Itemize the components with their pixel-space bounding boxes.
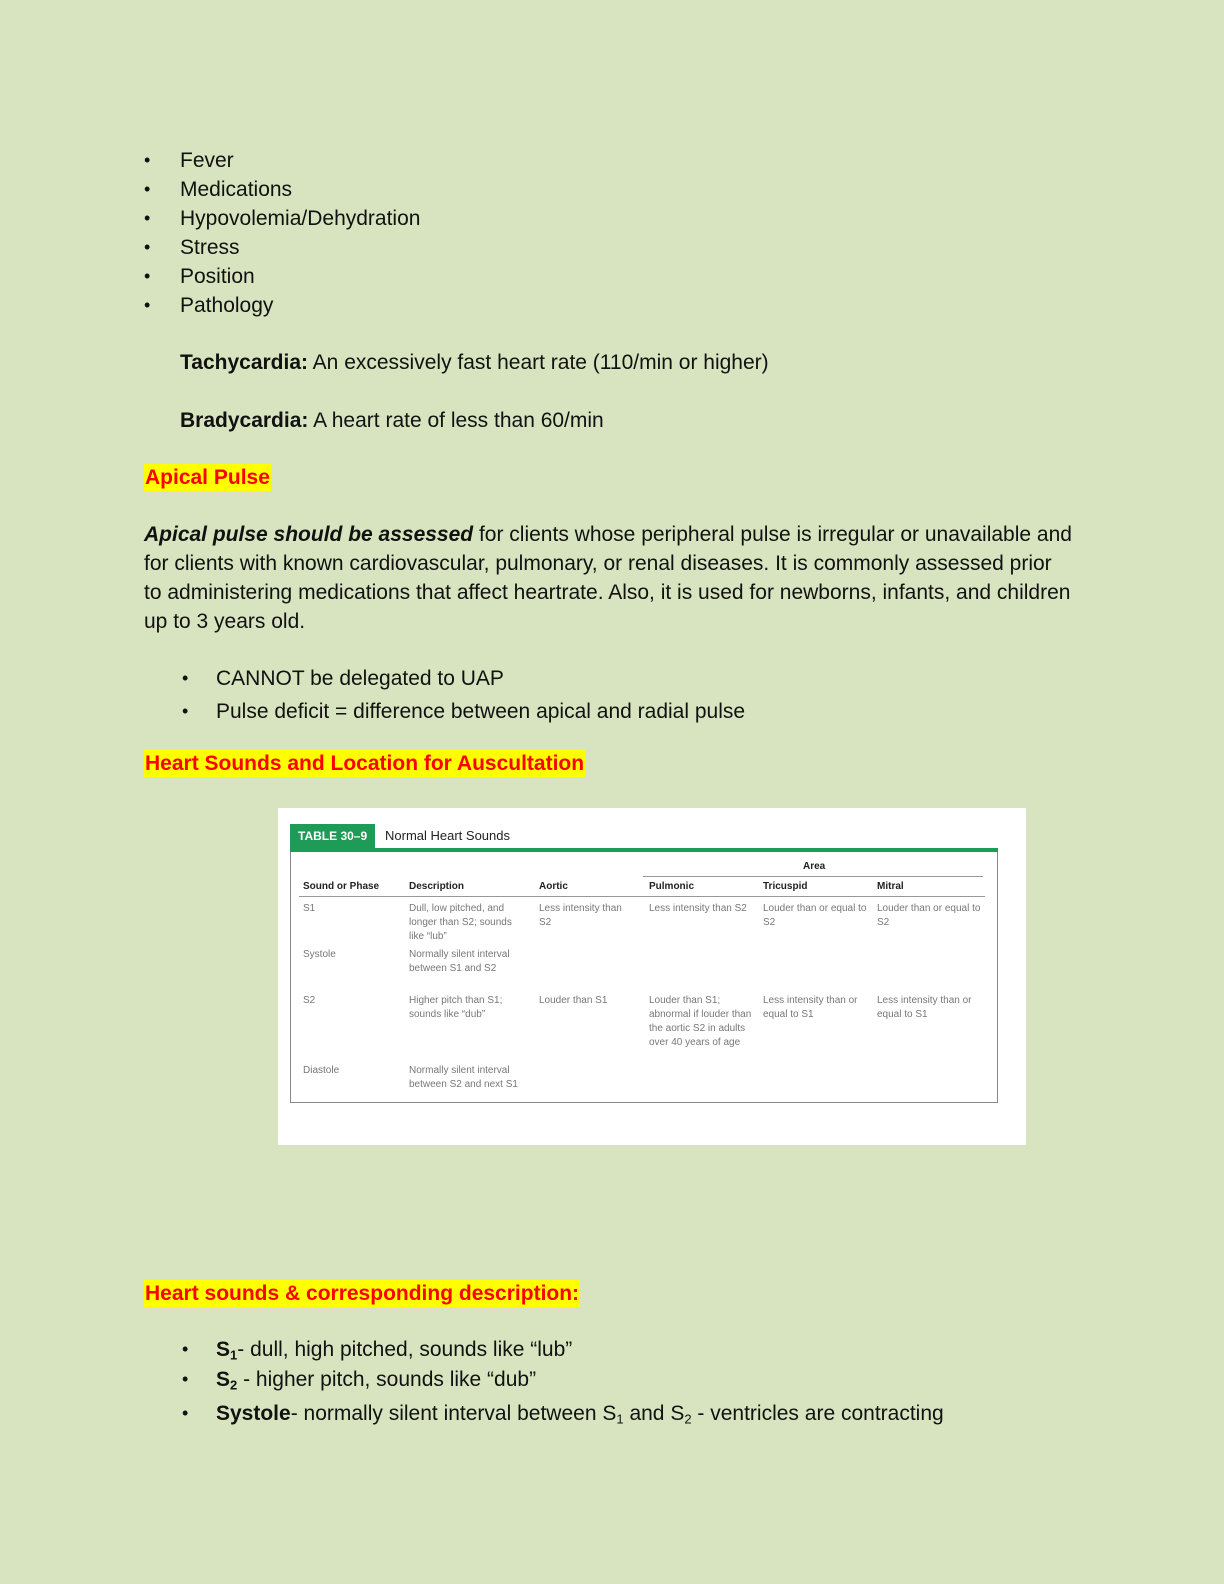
table-cell: Louder than S1 <box>539 995 608 1006</box>
document-page: • Fever • Medications • Hypovolemia/Dehydration • Stress • Position • Pathology Tachycardia: An excessively fast heart rate (110/min or higher) Bradycardia: A heart rate of less than 60/min Apical Pulse Apical pulse should be assessed for clients whose peripheral pulse is irregular or unavailable and for clients with known cardiovascular, pulmonary, or renal diseases. It is commonly assessed prior to administering medications that affect heartrate. Also, it is used for newborns, infants, and children up to 3 years old. • CANNOT be delegated to UAP • Pulse deficit = difference between apical and radial pulse Heart Sounds and Location for Auscultation TABLE 30–9 Normal Heart Sounds Area Sound or Phase Description Aortic Pulmonic Tricuspid Mitral S1 Dull, low pitched, and longer than S2; sounds like “lub” Less intensity than S2 Less intensity than S2 Louder than or equal to S2 Louder than or equal to S2 Systole Normally silent interval between S1 and S2 S2 Higher pitch than S1; sounds like “dub” Louder than S1 Louder than S1; abnormal if louder than the aortic S2 in adults over 40 years of age Less intensity than or equal to S1 Less intensity than or equal to S1 Diastole Normally silent interval between S2 and next S1 Heart sounds & corresponding description: • $S_1-$ dull, high pitched, sounds like “lub” • $S_2$ - higher pitch, sounds like “dub” • Systole- normally silent interval between $S_1$ and $S_2$ - ventricles are contracting <box>0 0 1224 1584</box>
bullet-icon: • <box>182 1339 189 1359</box>
table-cell: Normally silent interval between S2 and next S1 <box>409 1065 518 1090</box>
table-cell: Less intensity than or equal to S1 <box>877 995 972 1020</box>
apical-paragraph: Apical pulse should be assessed for clients whose peripheral pulse is irregular or unavailable and for clients with known cardiovascular, pulmonary, or renal diseases. It is commonly assessed prior to administering medications that affect heartrate. Also, it is used for newborns, infants, and children up to 3 years old. <box>144 523 1072 633</box>
bullet-icon: • <box>144 150 151 170</box>
column-header: Sound or Phase <box>303 881 380 892</box>
table-cell: Louder than or equal to S2 <box>877 903 981 928</box>
table-title: Normal Heart Sounds <box>385 828 510 843</box>
table-title-bar <box>290 824 998 852</box>
bullet-icon: • <box>144 237 151 257</box>
table-cell: Normally silent interval between S1 and S2 <box>409 949 510 974</box>
table-cell: Dull, low pitched, and longer than S2; sounds like “lub” <box>409 903 512 942</box>
table-cell: Higher pitch than S1; sounds like “dub” <box>409 995 503 1020</box>
bullet-icon: • <box>182 1369 189 1389</box>
bullet-icon: • <box>144 295 151 315</box>
table-cell: Louder than or equal to S2 <box>763 903 867 928</box>
column-header: Mitral <box>877 881 904 892</box>
area-rule <box>643 876 983 877</box>
table-body <box>290 852 998 1103</box>
table-cell: Less intensity than or equal to S1 <box>763 995 858 1020</box>
table-cell: Diastole <box>303 1065 340 1076</box>
bradycardia-definition: Bradycardia: A heart rate of less than 60/min <box>180 409 604 432</box>
bullet-icon: • <box>182 668 189 688</box>
header-rule <box>299 896 985 897</box>
heart-sounds-table-image <box>278 808 1026 1145</box>
table-cell: Less intensity than S2 <box>539 903 622 928</box>
column-header: Pulmonic <box>649 881 695 892</box>
tachycardia-definition: Tachycardia: An excessively fast heart rate (110/min or higher) <box>180 351 769 374</box>
table-label: TABLE 30–9 <box>290 824 375 848</box>
table-cell: S2 <box>303 995 316 1006</box>
auscultation-heading: Heart Sounds and Location for Auscultation <box>145 752 585 775</box>
column-header: Description <box>409 881 465 892</box>
table-cell: Systole <box>303 949 336 960</box>
apical-pulse-heading: Apical Pulse <box>145 466 270 489</box>
table-cell: Louder than S1; abnormal if louder than the aortic S2 in adults over 40 years of age <box>649 995 752 1048</box>
area-header: Area <box>803 861 826 872</box>
table-cell: Less intensity than S2 <box>649 903 747 914</box>
heart-sounds-heading: Heart sounds & corresponding description: <box>145 1282 580 1305</box>
bullet-icon: • <box>182 1403 189 1423</box>
bullet-icon: • <box>182 701 189 721</box>
column-header: Tricuspid <box>763 881 808 892</box>
bullet-icon: • <box>144 208 151 228</box>
table-cell: S1 <box>303 903 316 914</box>
column-header: Aortic <box>539 881 568 892</box>
bullet-icon: • <box>144 179 151 199</box>
bullet-icon: • <box>144 266 151 286</box>
